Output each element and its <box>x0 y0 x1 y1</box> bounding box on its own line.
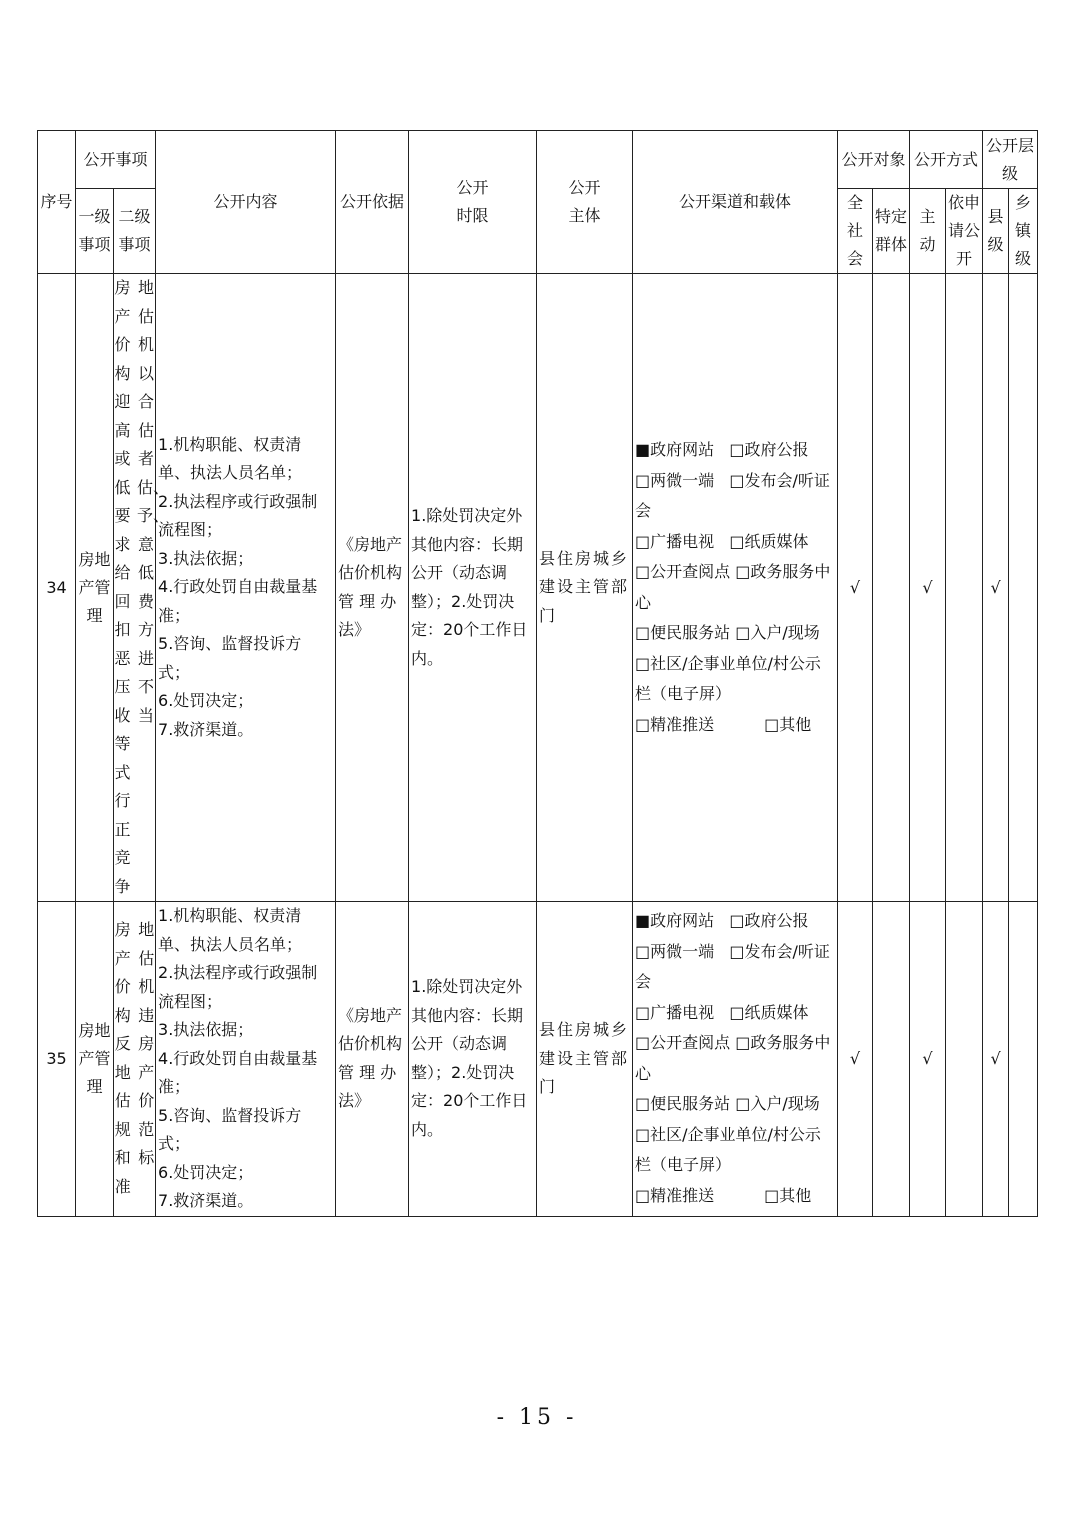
content-item: 1.机构职能、权责清单、执法人员名单； <box>158 434 303 483</box>
row-channels <box>633 902 838 1217</box>
row-content <box>156 902 336 1217</box>
row-target-specific <box>873 902 910 1217</box>
header-row-1 <box>38 131 1038 189</box>
content-item: 5.咨询、监督投诉方式； <box>158 1105 302 1153</box>
header-method-active: 主 动 <box>910 189 946 274</box>
header-level1: 一级 事项 <box>76 189 114 274</box>
channel-item: □便民服务站 <box>635 623 731 642</box>
disclosure-table <box>37 130 1038 1217</box>
channel-item: □政府公报 <box>729 440 809 459</box>
channel-item: □其他 <box>764 714 812 734</box>
channel-item: □公开查阅点 <box>635 562 731 581</box>
channel-item: □入户/现场 <box>735 623 820 642</box>
row-target-all: √ <box>838 274 873 902</box>
channel-item: □入户/现场 <box>735 1094 820 1114</box>
channel-item: □精准推送 <box>635 1185 715 1205</box>
header-time-limit: 公开 时限 <box>409 131 537 274</box>
row-level-county: √ <box>983 274 1009 902</box>
header-level2: 二级 事项 <box>114 189 156 274</box>
content-item: 7.救济渠道。 <box>158 719 254 739</box>
channel-item: □社区/企事业单位/村公示栏（电子屏） <box>635 653 821 703</box>
channel-item: □两微一端 <box>635 941 715 961</box>
channel-item: □纸质媒体 <box>729 1002 809 1022</box>
header-seq: 序号 <box>38 131 76 274</box>
row-time-limit: 1.除处罚决定外其他内容：长期公开（动态调整）；2.处罚决定：20个工作日内。 <box>409 274 537 902</box>
row-content <box>156 274 336 902</box>
row-level-town <box>1009 902 1038 1217</box>
row-target-specific <box>873 274 910 902</box>
channel-item: □纸质媒体 <box>729 531 809 551</box>
row-basis: 《房地产估价机构管 理 办法》 <box>336 274 409 902</box>
header-level-town: 乡 镇 级 <box>1009 189 1038 274</box>
channel-item: □公开查阅点 <box>635 1033 731 1053</box>
level2-left-text: 房产价构迎高或低要求给回扣恶压收等式行正竞争 <box>114 278 131 896</box>
channel-item: ■政府网站 <box>635 440 715 459</box>
row-level2 <box>114 274 170 902</box>
header-level-county: 县 级 <box>983 189 1009 274</box>
row-target-all: √ <box>838 902 873 1217</box>
row-subject: 县住房城乡建设主管部门 <box>537 902 633 1217</box>
content-item: 3.执法依据； <box>158 1020 254 1039</box>
row-time-limit: 1.除处罚决定外其他内容：长期公开（动态调整）；2.处罚决定：20个工作日内。 <box>409 902 537 1217</box>
channel-item: □政务服务中心 <box>635 1033 831 1083</box>
row-method-active: √ <box>910 902 946 1217</box>
channel-item: □精准推送 <box>635 714 715 734</box>
channel-item: □便民服务站 <box>635 1094 731 1114</box>
level2-left-text: 房产价构反地估规和准 <box>114 920 131 1196</box>
content-item: 2.执法程序或行政强制流程图； <box>158 963 318 1011</box>
content-item: 1.机构职能、权责清单、执法人员名单； <box>158 906 303 954</box>
header-target-specific: 特定 群体 <box>873 189 910 274</box>
row-level1: 房地产管理 <box>76 274 114 902</box>
row-method-active: √ <box>910 274 946 902</box>
row-level1: 房地产管理 <box>76 902 114 1217</box>
row-level-county: √ <box>983 902 1009 1217</box>
row-seq: 34 <box>38 274 76 902</box>
row-method-request <box>946 274 983 902</box>
header-method-request: 依申 请公 开 <box>946 189 983 274</box>
row-subject: 县住房城乡建设主管部门 <box>537 274 633 902</box>
content-item: 3.执法依据； <box>158 548 254 568</box>
table-row <box>38 274 1038 902</box>
header-target-all: 全 社 会 <box>838 189 873 274</box>
row-channels <box>633 274 838 902</box>
row-level-town <box>1009 274 1038 902</box>
content-item: 6.处罚决定； <box>158 1162 254 1182</box>
channel-item: □政府公报 <box>729 911 809 931</box>
content-item: 7.救济渠道。 <box>158 1191 254 1210</box>
header-content: 公开内容 <box>156 131 336 274</box>
table-row <box>38 902 1038 1217</box>
page-number: - 15 - <box>496 1405 578 1430</box>
header-method: 公开方式 <box>910 131 983 189</box>
channel-item: □社区/企事业单位/村公示栏（电子屏） <box>635 1124 821 1175</box>
content-item: 2.执法程序或行政强制流程图； <box>158 491 318 540</box>
channel-item: □广播电视 <box>635 1002 715 1022</box>
content-item: 5.咨询、监督投诉方式； <box>158 634 302 682</box>
level2-right-text: 地估机以合估者估、予、意低费方进不当 <box>137 278 170 725</box>
header-level: 公开层 级 <box>983 131 1038 189</box>
level2-right-text: 地估机违房产价范标 <box>138 920 155 1168</box>
header-basis: 公开依据 <box>336 131 409 274</box>
channel-item: □发布会/听证会 <box>635 941 830 992</box>
channel-item: □两微一端 <box>635 470 715 490</box>
header-channel: 公开渠道和载体 <box>633 131 838 274</box>
header-subject: 公开 主体 <box>537 131 633 274</box>
header-target: 公开对象 <box>838 131 910 189</box>
row-level2 <box>114 902 156 1217</box>
channel-item: □广播电视 <box>635 531 715 551</box>
header-item: 公开事项 <box>76 131 156 189</box>
content-item: 4.行政处罚自由裁量基准； <box>158 577 318 625</box>
channel-item: ■政府网站 <box>635 911 715 931</box>
row-basis: 《房地产估价机构管 理 办法》 <box>336 902 409 1217</box>
content-item: 4.行政处罚自由裁量基准； <box>158 1048 318 1096</box>
channel-item: □政务服务中心 <box>635 562 831 612</box>
row-method-request <box>946 902 983 1217</box>
row-seq: 35 <box>38 902 76 1217</box>
channel-item: □其他 <box>764 1185 812 1205</box>
content-item: 6.处罚决定； <box>158 691 254 711</box>
channel-item: □发布会/听证会 <box>635 470 830 520</box>
